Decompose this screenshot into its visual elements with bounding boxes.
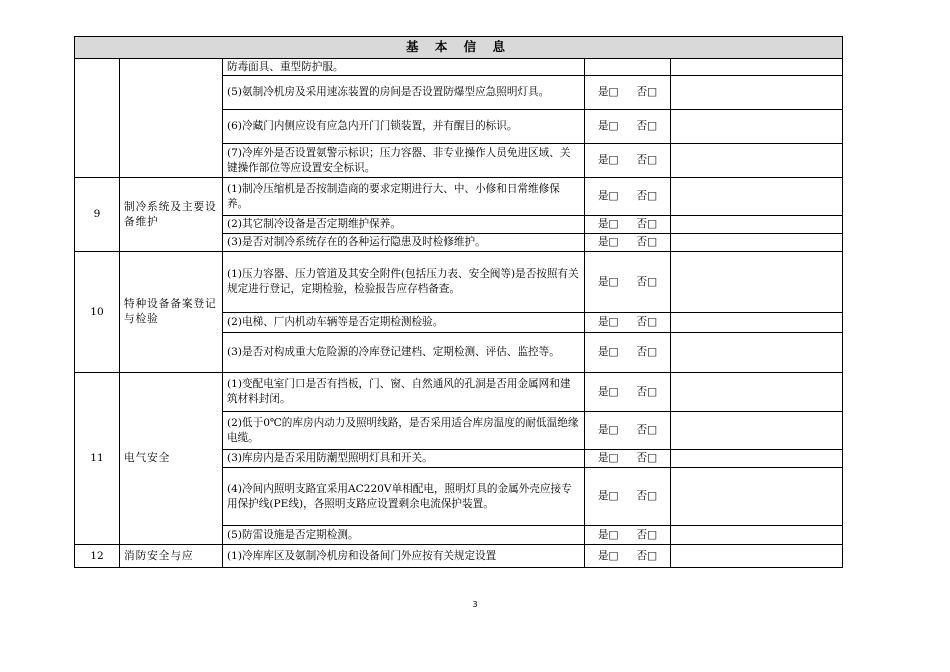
yes-checkbox[interactable]: 是□	[597, 154, 619, 167]
no-checkbox[interactable]: 否□	[636, 275, 658, 288]
table-row	[75, 545, 843, 568]
answer-cell	[585, 144, 671, 178]
item-category: 电气安全	[120, 373, 223, 545]
yes-checkbox[interactable]: 是□	[597, 218, 619, 231]
table-row	[75, 178, 843, 216]
yes-checkbox[interactable]: 是□	[597, 120, 619, 133]
no-checkbox[interactable]: 否□	[636, 316, 658, 329]
remark-cell[interactable]	[671, 450, 843, 468]
check-item: (3)是否对构成重大危险源的冷库登记建档、定期检测、评估、监控等。	[223, 333, 585, 373]
yes-checkbox[interactable]: 是□	[597, 490, 619, 503]
check-item: (1)变配电室门口是否有挡板，门、窗、自然通风的孔洞是否用金属网和建筑材料封闭。	[223, 373, 585, 412]
check-item: (5)氨制冷机房及采用速冻装置的房间是否设置防爆型应急照明灯具。	[223, 76, 585, 110]
remark-cell[interactable]	[671, 313, 843, 333]
check-item: (1)冷库库区及氨制冷机房和设备间门外应按有关规定设置	[223, 545, 585, 568]
yes-checkbox[interactable]: 是□	[597, 424, 619, 437]
answer-cell	[585, 252, 671, 313]
answer-cell	[585, 178, 671, 216]
yes-checkbox[interactable]: 是□	[597, 190, 619, 203]
item-category: 制冷系统及主要设备维护	[120, 178, 223, 252]
check-item: (4)冷间内照明支路宜采用AC220V单相配电，照明灯具的金属外壳应接专用保护线(PE线)，各照明支路应设置剩余电流保护装置。	[223, 468, 585, 526]
check-item: (6)冷藏门内侧应设有应急内开门门锁装置，并有醒目的标识。	[223, 110, 585, 144]
check-item: (1)制冷压缩机是否按制造商的要求定期进行大、中、小修和日常维修保养。	[223, 178, 585, 216]
table-row	[75, 59, 843, 76]
no-checkbox[interactable]: 否□	[636, 190, 658, 203]
no-checkbox[interactable]: 否□	[636, 385, 658, 398]
remark-cell[interactable]	[671, 373, 843, 412]
answer-cell	[585, 468, 671, 526]
check-item: (7)冷库外是否设置氨警示标识；压力容器、非专业操作人员免进区域、关键操作部位等应设置安全标识。	[223, 144, 585, 178]
item-number: 12	[75, 545, 120, 568]
no-checkbox[interactable]: 否□	[636, 236, 658, 249]
no-checkbox[interactable]: 否□	[636, 218, 658, 231]
check-item: (1)压力容器、压力管道及其安全附件(包括压力表、安全阀等)是否按照有关规定进行登记，定期检验，检验报告应存档备查。	[223, 252, 585, 313]
yes-checkbox[interactable]: 是□	[597, 549, 619, 562]
yes-checkbox[interactable]: 是□	[597, 346, 619, 359]
table-row	[75, 252, 843, 313]
remark-cell[interactable]	[671, 252, 843, 313]
no-checkbox[interactable]: 否□	[636, 549, 658, 562]
answer-cell	[585, 450, 671, 468]
answer-cell	[585, 526, 671, 545]
yes-checkbox[interactable]: 是□	[597, 452, 619, 465]
table-row	[75, 373, 843, 412]
inspection-table	[74, 36, 843, 568]
item-category: 特种设备备案登记与检验	[120, 252, 223, 373]
answer-cell	[585, 110, 671, 144]
check-item: (3)库房内是否采用防潮型照明灯具和开关。	[223, 450, 585, 468]
no-checkbox[interactable]: 否□	[636, 154, 658, 167]
no-checkbox[interactable]: 否□	[636, 424, 658, 437]
no-checkbox[interactable]: 否□	[636, 490, 658, 503]
answer-cell	[585, 234, 671, 252]
yes-checkbox[interactable]: 是□	[597, 275, 619, 288]
no-checkbox[interactable]: 否□	[636, 86, 658, 99]
item-number	[75, 59, 120, 178]
item-number: 10	[75, 252, 120, 373]
answer-cell	[585, 333, 671, 373]
answer-cell	[585, 216, 671, 234]
remark-cell[interactable]	[671, 76, 843, 110]
yes-checkbox[interactable]: 是□	[597, 86, 619, 99]
item-category	[120, 59, 223, 178]
remark-cell[interactable]	[671, 144, 843, 178]
yes-checkbox[interactable]: 是□	[597, 528, 619, 541]
item-number: 11	[75, 373, 120, 545]
remark-cell[interactable]	[671, 59, 843, 76]
remark-cell[interactable]	[671, 333, 843, 373]
answer-cell	[585, 373, 671, 412]
table-header-row	[75, 37, 843, 59]
remark-cell[interactable]	[671, 178, 843, 216]
remark-cell[interactable]	[671, 468, 843, 526]
no-checkbox[interactable]: 否□	[636, 346, 658, 359]
yes-checkbox[interactable]: 是□	[597, 385, 619, 398]
check-item: (3)是否对制冷系统存在的各种运行隐患及时检修维护。	[223, 234, 585, 252]
answer-cell	[585, 545, 671, 568]
remark-cell[interactable]	[671, 412, 843, 450]
check-item: (2)低于0℃的库房内动力及照明线路，是否采用适合库房温度的耐低温绝缘电缆。	[223, 412, 585, 450]
yes-checkbox[interactable]: 是□	[597, 316, 619, 329]
check-item: (5)防雷设施是否定期检测。	[223, 526, 585, 545]
yes-checkbox[interactable]: 是□	[597, 236, 619, 249]
remark-cell[interactable]	[671, 234, 843, 252]
no-checkbox[interactable]: 否□	[636, 528, 658, 541]
no-checkbox[interactable]: 否□	[636, 120, 658, 133]
no-checkbox[interactable]: 否□	[636, 452, 658, 465]
answer-cell	[585, 59, 671, 76]
answer-cell	[585, 412, 671, 450]
check-item: 防毒面具、重型防护服。	[223, 59, 585, 76]
remark-cell[interactable]	[671, 545, 843, 568]
remark-cell[interactable]	[671, 526, 843, 545]
page-number: 3	[472, 600, 478, 609]
check-item: (2)电梯、厂内机动车辆等是否定期检测检验。	[223, 313, 585, 333]
table-title: 基 本 信 息	[75, 37, 843, 59]
item-number: 9	[75, 178, 120, 252]
answer-cell	[585, 313, 671, 333]
item-category: 消防安全与应	[120, 545, 223, 568]
remark-cell[interactable]	[671, 216, 843, 234]
check-item: (2)其它制冷设备是否定期维护保养。	[223, 216, 585, 234]
answer-cell	[585, 76, 671, 110]
remark-cell[interactable]	[671, 110, 843, 144]
